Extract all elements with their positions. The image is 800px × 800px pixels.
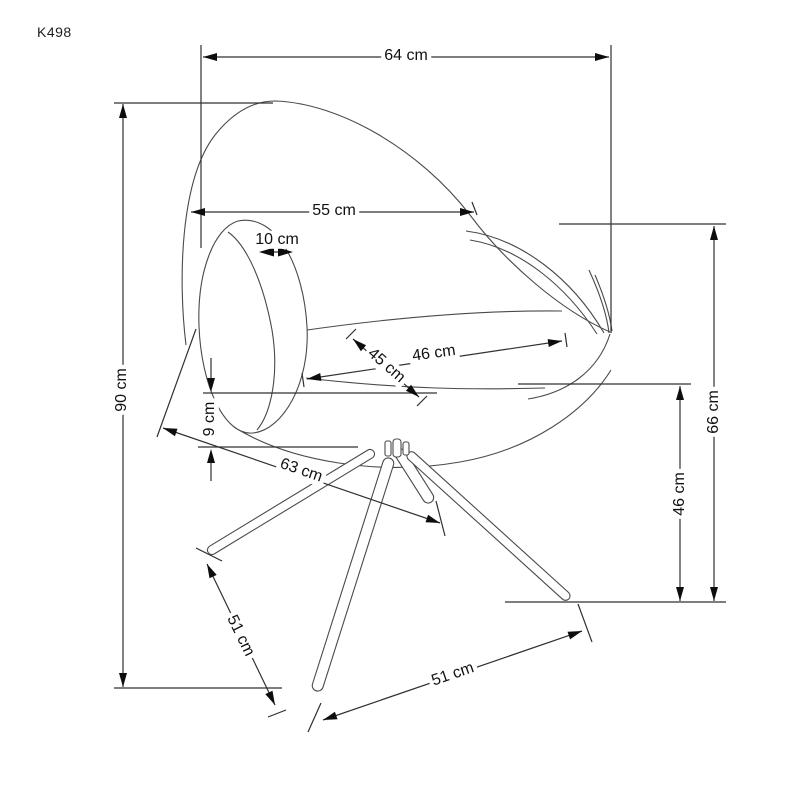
dimension-label-overall-width: 64 cm [381,47,431,65]
dimension-label-overall-height: 90 cm [113,365,131,415]
dimension-label-cushion-thickness: 9 cm [201,399,219,440]
chair-outline [182,101,612,692]
leg-front-left [311,457,395,693]
dimension-label-armrest-thickness: 10 cm [252,231,302,249]
leg-front-right [405,450,572,602]
dimension-label-backrest-width: 55 cm [309,202,359,220]
dimension-label-base-depth: 63 cm [275,454,328,488]
dimension-label-seat-width: 46 cm [408,341,460,366]
dimension-label-seat-height: 46 cm [671,469,689,519]
dimension-label-leg-spread-front: 51 cm [427,658,480,692]
seat-back-edge [300,311,562,331]
right-armrest-seam [470,240,597,334]
hub-cylinder-3 [403,442,409,455]
dim-seat-height [518,384,691,601]
legs [206,439,572,692]
seat-side-seam [306,378,545,389]
hub-cylinder-1 [385,441,391,456]
dim-armrest-height [559,224,726,601]
model-number-label: K498 [37,24,72,40]
dimension-lines [114,45,726,732]
hub-cylinder-2 [393,439,401,457]
dimension-label-armrest-height: 66 cm [705,387,723,437]
dimension-label-seat-depth: 45 cm [361,343,410,389]
dimension-label-leg-spread-side: 51 cm [221,610,259,663]
